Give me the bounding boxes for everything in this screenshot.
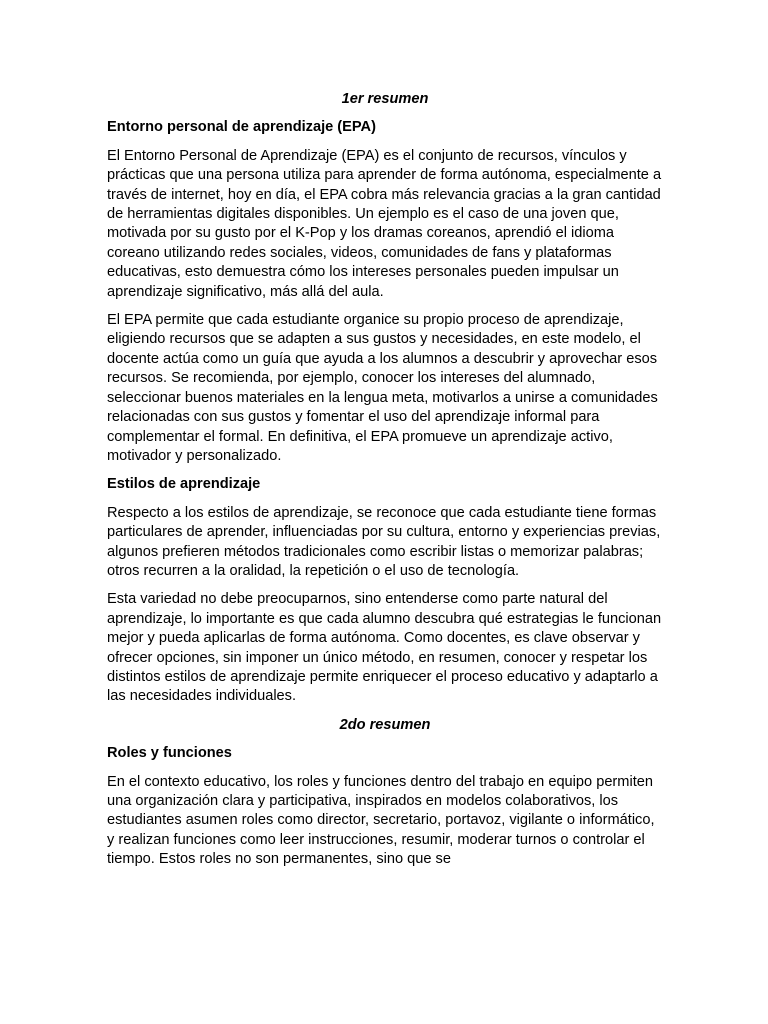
paragraph-epa-2: El EPA permite que cada estudiante organice su propio proceso de aprendizaje, eligiendo recursos que se adapten a sus gustos y necesidades, en este modelo, el docente actúa como un guía que ayuda a los alumnos a descubrir y aprovechar esos recursos. Se recomienda, por ejemplo, conocer los intereses del alumnado, seleccionar buenos materiales en la lengua meta, motivarlos a unirse a comunidades relacionadas con sus gustos y fomentar el uso del aprendizaje informal para complementar el formal. En definitiva, el EPA promueve un aprendizaje activo, motivador y personalizado. xyxy=(107,312,658,464)
heading-epa: Entorno personal de aprendizaje (EPA) xyxy=(107,119,376,136)
document-page xyxy=(107,90,663,879)
summary-1-title: 1er resumen xyxy=(341,91,429,107)
paragraph-estilos-1: Respecto a los estilos de aprendizaje, se reconoce que cada estudiante tiene formas particulares de aprender, influenciadas por su cultura, entorno y experiencias previas, algunos prefieren métodos tradicionales como escribir listas o memorizar palabras; otros recurren a la oralidad, la repetición o el uso de tecnología. xyxy=(107,504,661,579)
paragraph-roles-1: En el contexto educativo, los roles y funciones dentro del trabajo en equipo permiten una organización clara y participativa, inspirados en modelos colaborativos, los estudiantes asumen roles como director, secretario, portavoz, vigilante o informático, y realizan funciones como leer instrucciones, resumir, moderar turnos o controlar el tiempo. Estos roles no son permanentes, sino que se xyxy=(107,773,655,868)
summary-2-title: 2do resumen xyxy=(339,716,431,733)
heading-estilos: Estilos de aprendizaje xyxy=(107,476,261,493)
paragraph-epa-1: El Entorno Personal de Aprendizaje (EPA) es el conjunto de recursos, vínculos y prácticas que una persona utiliza para aprender de forma autónoma, especialmente a través de internet, hoy en día, el EPA cobra más relevancia gracias a la gran cantidad de herramientas digitales disponibles. Un ejemplo es el caso de una joven que, motivada por su gusto por el K-Pop y los dramas coreanos, aprendió el idioma coreano utilizando redes sociales, videos, comunidades de fans y plataformas educativas, esto demuestra cómo los intereses personales pueden impulsar un aprendizaje significativo, más allá del aula. xyxy=(107,147,662,300)
paragraph-estilos-2: Esta variedad no debe preocuparnos, sino entenderse como parte natural del aprendizaje, lo importante es que cada alumno descubra qué estrategias le funcionan mejor y pueda aplicarlas de forma autónoma. Como docentes, es clave observar y ofrecer opciones, sin imponer un único método, en resumen, conocer y respetar los distintos estilos de aprendizaje permite enriquecer el proceso educativo y adaptarlo a las necesidades individuales. xyxy=(107,591,662,705)
heading-roles: Roles y funciones xyxy=(107,745,232,762)
